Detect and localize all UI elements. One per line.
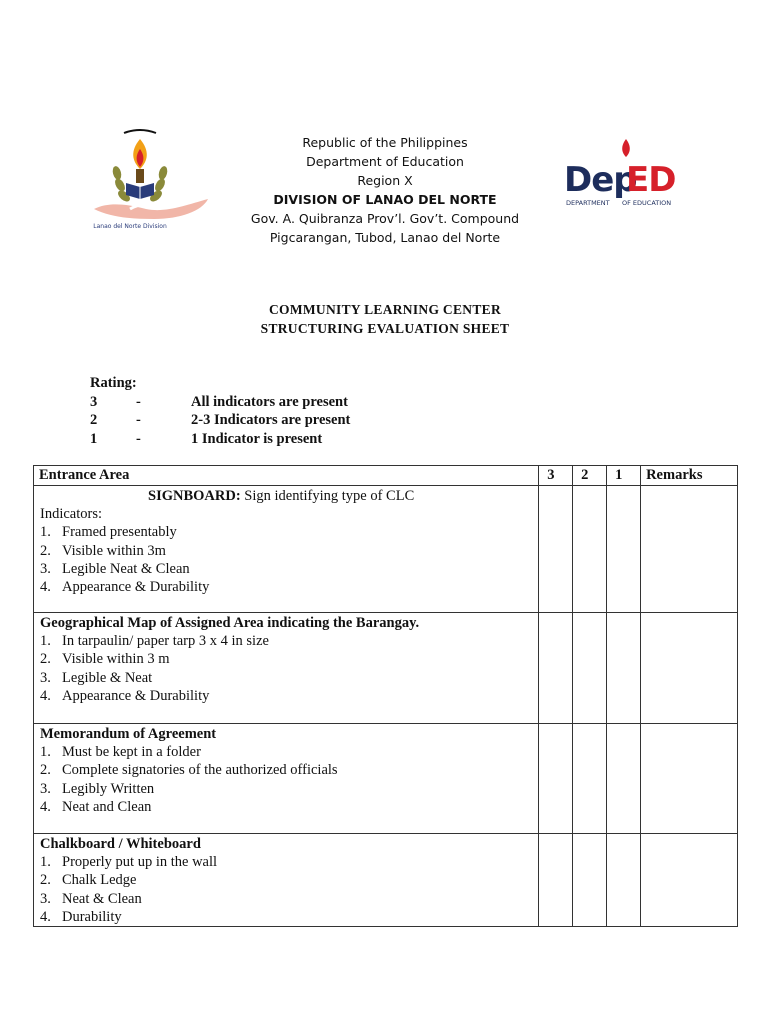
header-score-2: 2 — [573, 466, 607, 486]
list-item: 2. Complete signatories of the authorized officials — [40, 762, 338, 779]
score-2-cell[interactable] — [573, 613, 607, 724]
rating-score: 3 — [90, 394, 98, 410]
list-item: 3. Neat & Clean — [40, 890, 142, 907]
rating-dash: - — [136, 430, 141, 447]
list-item: 1. Framed presentably — [40, 524, 177, 541]
score-3-cell[interactable] — [539, 724, 573, 834]
list-item: 4. Appearance & Durability — [40, 579, 210, 596]
list-item: 3. Legible & Neat — [40, 669, 153, 686]
table-row — [34, 613, 738, 724]
document-title-line1: COMMUNITY LEARNING CENTER — [268, 302, 501, 317]
score-3-cell[interactable] — [539, 486, 573, 613]
rating-text: 2-3 Indicators are present — [191, 412, 351, 429]
map-list — [40, 632, 532, 705]
moa-cell — [34, 724, 539, 834]
header-remarks: Remarks — [641, 466, 738, 486]
letterhead-address1: Gov. A. Quibranza Prov’l. Gov’t. Compound — [250, 211, 520, 226]
division-logo-caption: Lanao del Norte Division — [93, 223, 167, 230]
score-1-cell[interactable] — [607, 613, 641, 724]
list-item: 4. Appearance & Durability — [40, 687, 210, 704]
deped-logo-text-b: ED — [626, 160, 676, 200]
list-item: 2. Visible within 3 m — [40, 651, 170, 668]
remarks-cell[interactable] — [641, 613, 738, 724]
score-1-cell[interactable] — [607, 724, 641, 834]
remarks-cell[interactable] — [641, 724, 738, 834]
header-entrance-area: Entrance Area — [34, 466, 539, 486]
deped-logo-caption-a: DEPARTMENT — [566, 199, 610, 207]
rating-label: Rating: — [90, 375, 137, 391]
evaluation-table — [33, 465, 738, 927]
letterhead-address2: Pigcarangan, Tubod, Lanao del Norte — [269, 230, 501, 245]
rating-row — [90, 430, 350, 448]
score-3-cell[interactable] — [539, 834, 573, 927]
letterhead-country: Republic of the Philippines — [302, 135, 468, 150]
table-header-row — [34, 466, 738, 486]
document-title — [150, 300, 620, 338]
rating-row — [90, 411, 350, 429]
division-logo — [90, 125, 214, 231]
table-row — [34, 486, 738, 613]
moa-list — [40, 743, 532, 816]
letterhead-department: Department of Education — [306, 154, 464, 169]
board-list — [40, 853, 532, 926]
list-item: 4. Neat and Clean — [40, 798, 152, 815]
list-item: 1. In tarpaulin/ paper tarp 3 x 4 in size — [40, 633, 269, 650]
list-item: 1. Properly put up in the wall — [40, 854, 218, 871]
deped-logo-text-a: Dep — [564, 160, 637, 200]
list-item: 4. Durability — [40, 908, 122, 925]
rating-score: 2 — [90, 412, 98, 429]
rating-dash: - — [136, 394, 141, 410]
map-title: Geographical Map of Assigned Area indicating the Barangay. — [40, 615, 420, 631]
rating-score: 1 — [90, 430, 98, 447]
indicators-label: Indicators: — [40, 506, 103, 523]
list-item: 1. Must be kept in a folder — [40, 744, 201, 761]
letterhead-region: Region X — [357, 173, 413, 188]
document-title-line2: STRUCTURING EVALUATION SHEET — [260, 321, 510, 336]
list-item: 3. Legibly Written — [40, 780, 155, 797]
score-2-cell[interactable] — [573, 724, 607, 834]
letterhead-division: DIVISION OF LANAO DEL NORTE — [273, 192, 497, 207]
map-cell — [34, 613, 539, 724]
rating-text: 1 Indicator is present — [191, 430, 323, 447]
list-item: 3. Legible Neat & Clean — [40, 560, 190, 577]
remarks-cell[interactable] — [641, 834, 738, 927]
header-score-1: 1 — [607, 466, 641, 486]
header-score-3: 3 — [539, 466, 573, 486]
score-1-cell[interactable] — [607, 486, 641, 613]
board-title: Chalkboard / Whiteboard — [40, 836, 201, 852]
letterhead — [210, 133, 560, 247]
signboard-desc: Sign identifying type of CLC — [240, 488, 415, 504]
score-2-cell[interactable] — [573, 486, 607, 613]
rating-legend — [90, 374, 350, 448]
signboard-cell — [34, 486, 539, 613]
rating-row — [90, 393, 350, 411]
list-item: 2. Chalk Ledge — [40, 872, 137, 889]
rating-dash: - — [136, 412, 141, 429]
moa-title: Memorandum of Agreement — [40, 726, 217, 742]
table-row — [34, 724, 738, 834]
list-item: 2. Visible within 3m — [40, 542, 166, 559]
rating-text: All indicators are present — [191, 394, 348, 410]
signboard-list — [40, 523, 532, 596]
table-row — [34, 834, 738, 927]
board-cell — [34, 834, 539, 927]
score-2-cell[interactable] — [573, 834, 607, 927]
deped-logo-caption-b: OF EDUCATION — [622, 199, 672, 207]
remarks-cell[interactable] — [641, 486, 738, 613]
score-1-cell[interactable] — [607, 834, 641, 927]
deped-logo — [556, 135, 686, 215]
signboard-title: SIGNBOARD: — [148, 488, 241, 504]
score-3-cell[interactable] — [539, 613, 573, 724]
